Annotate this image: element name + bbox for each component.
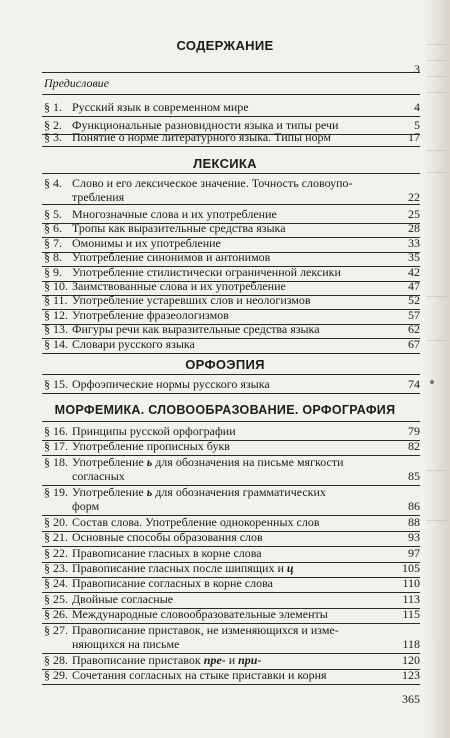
toc-entry[interactable] [42,668,420,682]
title-part: для обозначения на письме мягкости [152,454,344,469]
page-number: 25 [408,207,420,221]
section-number: § 4. [44,176,62,190]
rule [42,116,420,117]
entry-title: Правописание приставок, не изменяющихся и изме- [72,622,339,637]
entry-title: Правописание гласных в корне слова [72,545,262,560]
page-number: 4 [414,100,420,114]
toc-entry[interactable] [42,176,420,204]
page-number: 33 [408,235,420,250]
entry-title: Употребление синонимов и антонимов [72,250,271,265]
toc-entry[interactable] [42,515,420,529]
section-number: § 12. [44,307,68,322]
section-number: § 13. [44,322,68,337]
section-number: § 21. [44,530,68,545]
title-part: Правописание приставок [72,652,204,667]
entry-title: Употребление прописных букв [72,439,230,454]
page-number: 74 [408,377,420,391]
toc-entry[interactable] [42,592,420,606]
italic-letter: пре- [203,652,226,667]
entry-title: Многозначные слова и их употребление [72,207,277,221]
section-number: § 9. [44,264,62,279]
toc-entry[interactable] [42,221,420,235]
rule [42,173,420,174]
title-part: и [225,652,239,667]
entry-title: Двойные согласные [72,591,174,606]
italic-letter: ц [286,561,294,575]
section-number: § 23. [44,561,68,575]
toc-entry[interactable] [42,546,420,560]
toc-entry[interactable] [42,279,420,293]
toc-title: СОДЕРЖАНИЕ [176,38,274,53]
entry-title: Основные способы образования слов [72,530,263,545]
title-part: Употребление [72,484,147,499]
toc-entry[interactable] [42,100,420,114]
entry-title: Русский язык в современном мире [72,100,249,114]
entry-title-line-1: Слово и его лексическое значение. Точность словоупо- [72,176,353,190]
entry-title: Международные словообразовательные элементы [72,607,328,622]
section-number: § 14. [44,336,68,351]
toc-entry[interactable] [42,337,420,351]
entry-title-line-2: требления [72,190,125,204]
section-number: § 5. [44,207,62,221]
section-number: § 24. [44,576,68,591]
entry-title: Употребление фразеологизмов [72,307,229,322]
section-heading: МОРФЕМИКА. СЛОВООБРАЗОВАНИЕ. ОРФОГРАФИЯ [54,403,396,417]
page-number: 120 [402,652,420,667]
page-number: 115 [402,607,420,622]
rule [42,421,420,422]
page-folio: 365 [402,692,420,706]
entry-title: Употребление устаревших слов и неологизмов [72,293,311,308]
entry-title: Функциональные разновидности языка и типы речи [72,118,339,132]
page-number: 97 [408,545,420,560]
title-part: для обозначения грамматических [152,484,326,499]
page-number: 113 [402,591,420,606]
rule [42,374,420,375]
toc-entry[interactable] [42,576,420,590]
section-number: § 15. [44,377,68,391]
section-number: § 7. [44,235,62,250]
section-number: § 26. [44,607,68,622]
italic-letter: ь [146,454,153,469]
page-number: 123 [402,668,420,682]
rule [42,204,420,205]
entry-title: Правописание согласных в корне слова [72,576,273,591]
title-part: Правописание гласных после шипящих и [72,561,287,575]
page-number: 5 [414,118,420,132]
page-number: 118 [402,636,420,651]
section-number: § 28. [44,652,68,667]
toc-entry[interactable] [42,377,420,391]
page-number: 22 [408,190,420,204]
page-number: 57 [408,307,420,322]
page-number: 42 [408,264,420,279]
page-number: 88 [408,514,420,529]
toc-entry[interactable] [42,607,420,621]
section-number: § 29. [44,668,68,682]
entry-title: Понятие о норме литературного языка. Типы норм [72,130,331,144]
entry-title [72,653,402,667]
page-number: 85 [408,468,420,483]
section-number: § 17. [44,439,68,454]
section-number: § 11. [44,293,68,308]
toc-entry[interactable] [42,424,420,438]
entry-title [72,561,402,575]
page-number: 82 [408,439,420,454]
section-number: § 8. [44,250,62,265]
toc-entry[interactable] [42,455,420,483]
section-number: § 1. [44,100,62,114]
page-number: 62 [408,322,420,337]
page-number: 28 [408,221,420,236]
toc-entry[interactable] [42,439,420,453]
page-number: 3 [414,62,420,76]
section-heading: ОРФОЭПИЯ [185,357,265,372]
page-number: 17 [408,130,420,144]
rule [42,94,420,95]
entry-title [72,485,402,499]
toc-entry[interactable] [42,308,420,322]
toc-entry[interactable] [42,293,420,307]
page-number: 93 [408,530,420,545]
entry-title-line-2: няющихся на письме [72,636,180,651]
section-number: § 16. [44,424,68,438]
toc-entry[interactable] [42,485,420,513]
section-number: § 18. [44,454,68,469]
section-number: § 27. [44,622,68,637]
page-number: 47 [408,279,420,293]
section-number: § 20. [44,514,68,529]
entry-title-line-2: согласных [72,468,125,483]
italic-letter: при- [238,652,262,667]
page-number: 86 [408,498,420,513]
rule [42,353,420,354]
entry-title: Состав слова. Употребление однокоренных слов [72,514,320,529]
toc-entry[interactable] [42,561,420,575]
entry-title: Принципы русской орфографии [72,424,236,438]
page-number: 35 [408,250,420,265]
toc-entry[interactable] [42,236,420,250]
toc-entry[interactable] [42,265,420,279]
section-number: § 6. [44,221,62,236]
rule [42,684,420,685]
section-number: § 25. [44,591,68,606]
rule [42,72,420,73]
toc-entry[interactable] [42,623,420,651]
page-number: 105 [402,561,420,575]
preface-label: Предисловие [44,76,110,90]
entry-title: Словари русского языка [72,336,195,351]
toc-entry[interactable] [42,322,420,336]
page-number: 67 [408,336,420,351]
page-number: 52 [408,293,420,308]
entry-title-line-2: форм [72,498,100,513]
page-number: 79 [408,424,420,438]
entry-title: Орфоэпические нормы русского языка [72,377,270,391]
section-number: § 22. [44,545,68,560]
entry-title [72,455,402,469]
toc-entry[interactable] [42,250,420,264]
toc-entry[interactable] [42,207,420,221]
section-heading: ЛЕКСИКА [193,156,257,171]
italic-letter: ь [146,484,153,499]
toc-entry[interactable] [42,530,420,544]
entry-title: Фигуры речи как выразительные средства языка [72,322,320,337]
toc-entry[interactable] [42,130,420,144]
entry-title: Омонимы и их употребление [72,235,221,250]
section-number: § 2. [44,118,62,132]
entry-title: Заимствованные слова и их употребление [72,279,286,293]
entry-title: Тропы как выразительные средства языка [72,221,286,236]
section-number: § 19. [44,484,68,499]
toc-entry[interactable] [42,653,420,667]
title-part: Употребление [72,454,147,469]
rule [42,146,420,147]
entry-title: Сочетания согласных на стыке приставки и корня [72,668,327,682]
section-number: § 10. [44,279,68,293]
entry-title: Употребление стилистически ограниченной лексики [72,264,341,279]
rule [42,393,420,394]
section-number: § 3. [44,130,62,144]
page-number: 110 [402,576,420,591]
